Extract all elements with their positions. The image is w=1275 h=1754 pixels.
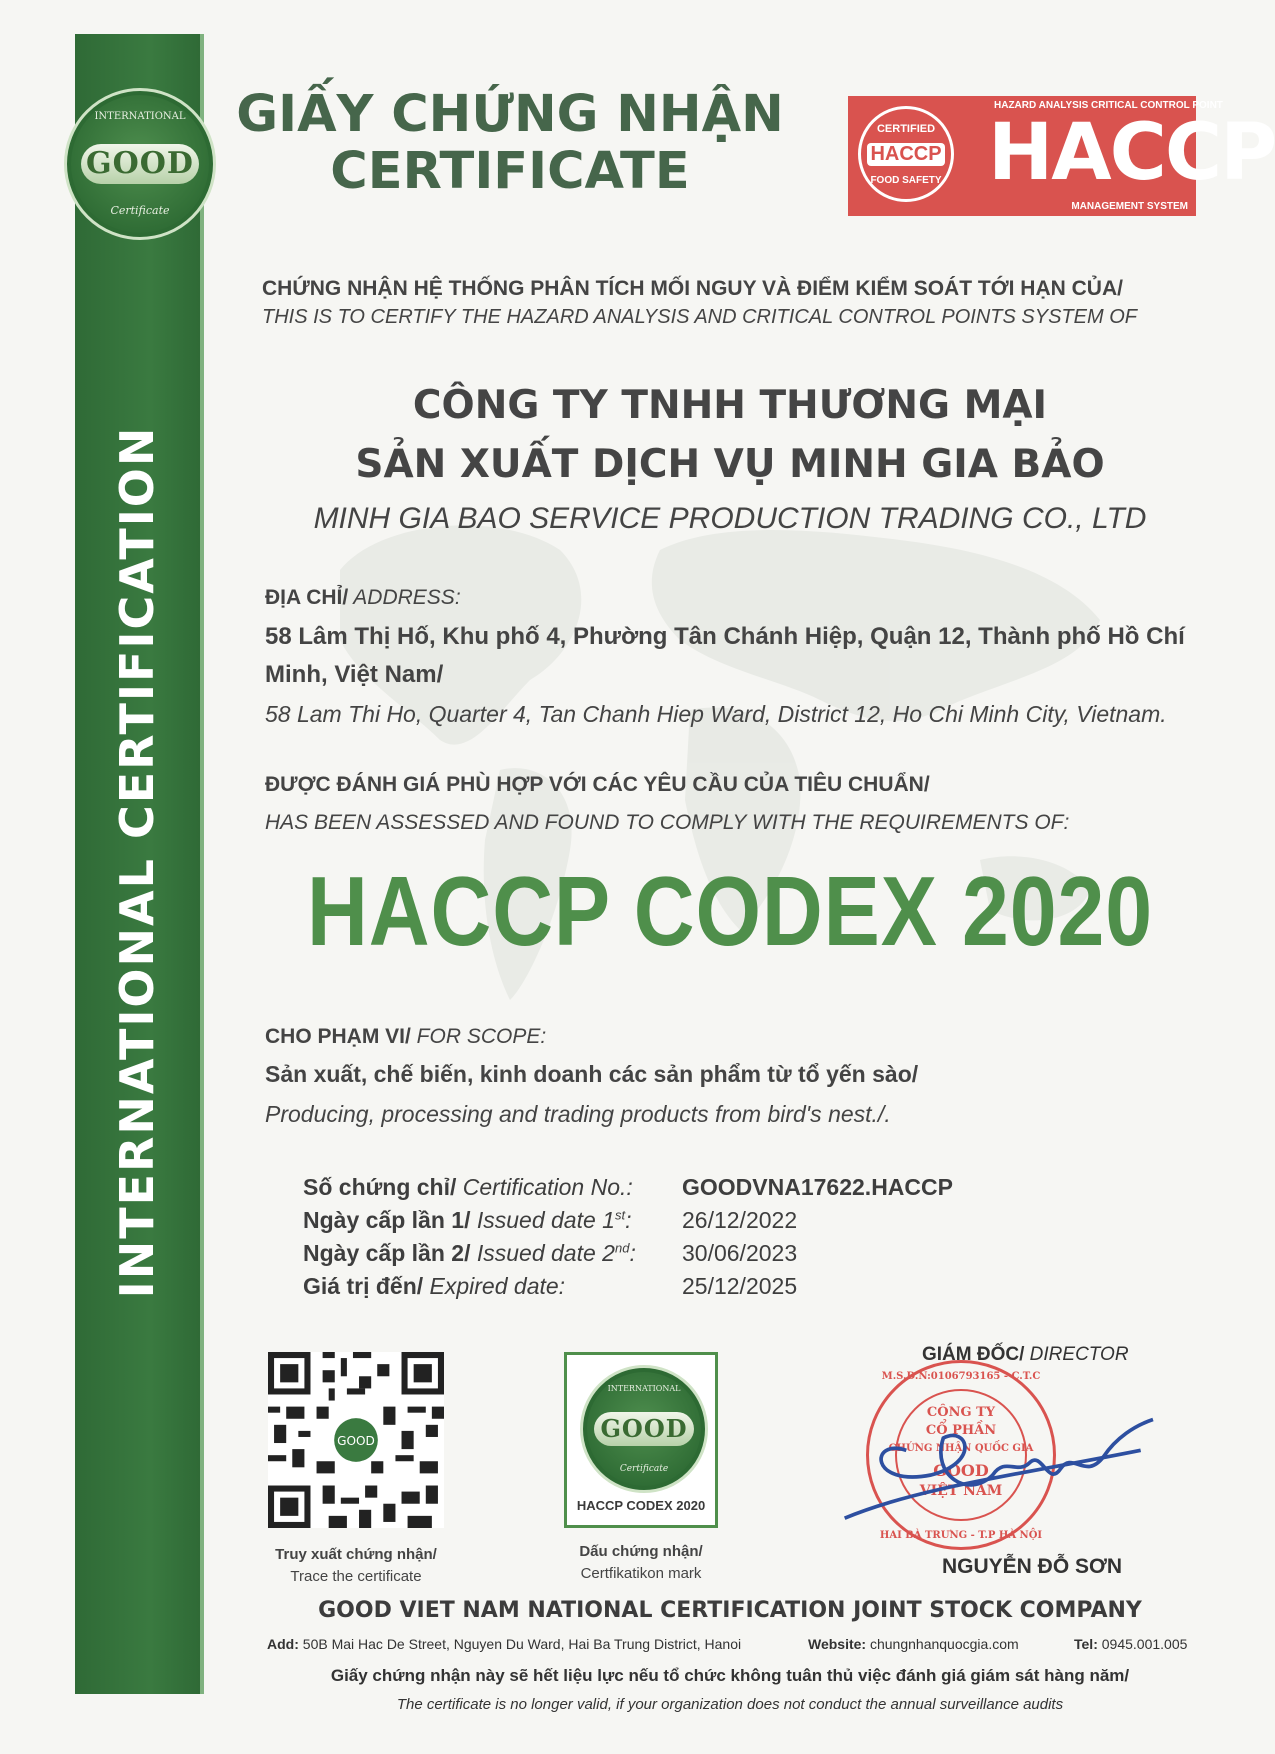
issued-date-1-value: 26/12/2022 xyxy=(682,1207,798,1233)
badge-top: CERTIFIED xyxy=(876,123,936,135)
director-title-vi: GIÁM ĐỐC/ xyxy=(922,1344,1025,1365)
expired-date-label xyxy=(303,1273,565,1300)
expired-label-en: Expired date: xyxy=(423,1273,566,1299)
address-label-en: ADDRESS: xyxy=(348,586,461,609)
side-band-text: INTERNATIONAL CERTIFICATION xyxy=(110,425,164,1299)
good-seal-logo xyxy=(64,88,216,240)
issued-2-colon: : xyxy=(629,1240,636,1266)
issued-2-sup: nd xyxy=(614,1240,630,1256)
issued-date-2-label xyxy=(303,1240,636,1267)
badge-mid: HACCP xyxy=(867,143,945,166)
haccp-big-text: HACCP xyxy=(988,108,1275,198)
cert-no-label-vi: Số chứng chỉ/ xyxy=(303,1174,457,1200)
stamp-line-3: CHỨNG NHẬN QUỐC GIA xyxy=(888,1443,1034,1454)
director-signature xyxy=(820,1400,1190,1550)
scope-label-vi: CHO PHẠM VI/ xyxy=(265,1025,411,1048)
haccp-top-line: HAZARD ANALYSIS CRITICAL CONTROL POINT xyxy=(994,100,1223,111)
footer-note-vi: Giấy chứng nhận này sẽ hết liệu lực nếu tổ chức không tuân thủ việc đánh giá giám sát hàng năm/ xyxy=(330,1666,1130,1685)
director-name: NGUYỄN ĐỖ SƠN xyxy=(942,1555,1123,1578)
badge-bottom: FOOD SAFETY xyxy=(870,175,942,186)
footer-website-label: Website: xyxy=(808,1636,867,1652)
footer-company: GOOD VIET NAM NATIONAL CERTIFICATION JOINT STOCK COMPANY xyxy=(318,1598,1142,1623)
seal-top-text: INTERNATIONAL xyxy=(94,111,186,122)
cert-no-label xyxy=(303,1174,633,1201)
mark-seal xyxy=(580,1365,708,1493)
intro-vi: CHỨNG NHẬN HỆ THỐNG PHÂN TÍCH MỐI NGUY VÀ ĐIỂM KIỂM SOÁT TỚI HẠN CỦA/ xyxy=(262,277,1123,300)
stamp-line-1: CÔNG TY xyxy=(926,1405,996,1420)
seal-bottom-text: Certificate xyxy=(110,204,170,217)
company-name-vi-line1: CÔNG TY TNHH THƯƠNG MẠI xyxy=(412,383,1048,428)
address-label xyxy=(265,586,461,610)
stamp-ring-bottom-text: HAI BÀ TRƯNG - T.P HÀ NỘI xyxy=(879,1530,1043,1541)
haccp-logo xyxy=(848,96,1275,216)
standard-title: HACCP CODEX 2020 xyxy=(307,856,1153,966)
footer-address-label: Add: xyxy=(267,1636,299,1652)
qr-label-vi: Truy xuất chứng nhận/ xyxy=(275,1546,437,1563)
qr-label-en: Trace the certificate xyxy=(290,1568,422,1585)
footer-tel-label: Tel: xyxy=(1074,1636,1098,1652)
stamp-line-2: CỔ PHẦN xyxy=(925,1423,997,1438)
mark-label-vi: Dấu chứng nhận/ xyxy=(579,1543,703,1560)
footer-tel-text: 0945.001.005 xyxy=(1097,1636,1188,1652)
qr-code[interactable] xyxy=(268,1352,444,1528)
stamp-line-5: VIỆT NAM xyxy=(919,1483,1003,1499)
expired-date-value: 25/12/2025 xyxy=(682,1273,798,1299)
cert-no-label-en: Certification No.: xyxy=(456,1174,633,1200)
haccp-certified-badge xyxy=(858,106,954,202)
expired-label-vi: Giá trị đến/ xyxy=(303,1273,424,1299)
issued-1-label-vi: Ngày cấp lần 1/ xyxy=(303,1207,471,1233)
title-en: CERTIFICATE xyxy=(330,142,690,201)
assessed-en: HAS BEEN ASSESSED AND FOUND TO COMPLY WITH THE REQUIREMENTS OF: xyxy=(265,811,1070,834)
issued-date-1-label xyxy=(303,1207,631,1234)
issued-1-label-en: Issued date 1 xyxy=(470,1207,615,1233)
issued-2-label-vi: Ngày cấp lần 2/ xyxy=(303,1240,471,1266)
issued-date-2-value: 30/06/2023 xyxy=(682,1240,798,1266)
footer-tel xyxy=(1074,1636,1187,1652)
company-name-vi-line2: SẢN XUẤT DỊCH VỤ MINH GIA BẢO xyxy=(355,442,1105,487)
mark-seal-top: INTERNATIONAL xyxy=(607,1384,681,1393)
mark-caption: HACCP CODEX 2020 xyxy=(576,1498,706,1513)
company-name-en: MINH GIA BAO SERVICE PRODUCTION TRADING CO., LTD xyxy=(313,502,1147,535)
cert-no-value: GOODVNA17622.HACCP xyxy=(682,1174,953,1200)
issued-2-label-en: Issued date 2 xyxy=(470,1240,615,1266)
address-vi-line2: Minh, Việt Nam/ xyxy=(265,661,444,688)
stamp-line-4: GOOD xyxy=(933,1461,989,1480)
qr-center-text: GOOD xyxy=(337,1433,375,1448)
haccp-bottom-line: MANAGEMENT SYSTEM xyxy=(1071,201,1188,212)
footer-note-en: The certificate is no longer valid, if your organization does not conduct the annual surveillance audits xyxy=(396,1696,1064,1713)
footer-website[interactable] xyxy=(808,1636,1019,1652)
scope-vi: Sản xuất, chế biến, kinh doanh các sản phẩm từ tổ yến sào/ xyxy=(265,1061,919,1087)
title-vi: GIẤY CHỨNG NHẬN xyxy=(236,85,784,144)
seal-word: GOOD xyxy=(81,144,199,184)
scope-en: Producing, processing and trading products from bird's nest./. xyxy=(265,1101,891,1127)
mark-label-en: Certfikatikon mark xyxy=(580,1565,702,1582)
footer-address xyxy=(267,1636,741,1652)
scope-label-en: FOR SCOPE: xyxy=(410,1025,547,1048)
side-band-stripe xyxy=(200,34,204,1694)
certification-mark xyxy=(564,1352,718,1528)
assessed-vi: ĐƯỢC ĐÁNH GIÁ PHÙ HỢP VỚI CÁC YÊU CẦU CỦA TIÊU CHUẨN/ xyxy=(265,773,930,796)
director-title-en: DIRECTOR xyxy=(1024,1344,1129,1365)
stamp-ring-text: M.S.D.N:0106793165 - C.T.C xyxy=(881,1371,1041,1382)
issued-1-colon: : xyxy=(625,1207,632,1233)
scope-label xyxy=(265,1025,546,1049)
issued-1-sup: st xyxy=(614,1207,626,1223)
mark-seal-bottom: Certificate xyxy=(619,1464,669,1474)
footer-website-text: chungnhanquocgia.com xyxy=(866,1636,1019,1652)
mark-seal-word: GOOD xyxy=(594,1412,694,1446)
address-en: 58 Lam Thi Ho, Quarter 4, Tan Chanh Hiep Ward, District 12, Ho Chi Minh City, Vietnam. xyxy=(265,701,1167,727)
intro-en: THIS IS TO CERTIFY THE HAZARD ANALYSIS AND CRITICAL CONTROL POINTS SYSTEM OF xyxy=(262,306,1137,328)
address-label-vi: ĐỊA CHỈ/ xyxy=(265,586,349,609)
footer-address-text: 50B Mai Hac De Street, Nguyen Du Ward, Hai Ba Trung District, Hanoi xyxy=(298,1636,742,1652)
address-vi-line1: 58 Lâm Thị Hố, Khu phố 4, Phường Tân Chánh Hiệp, Quận 12, Thành phố Hồ Chí xyxy=(265,623,1185,650)
